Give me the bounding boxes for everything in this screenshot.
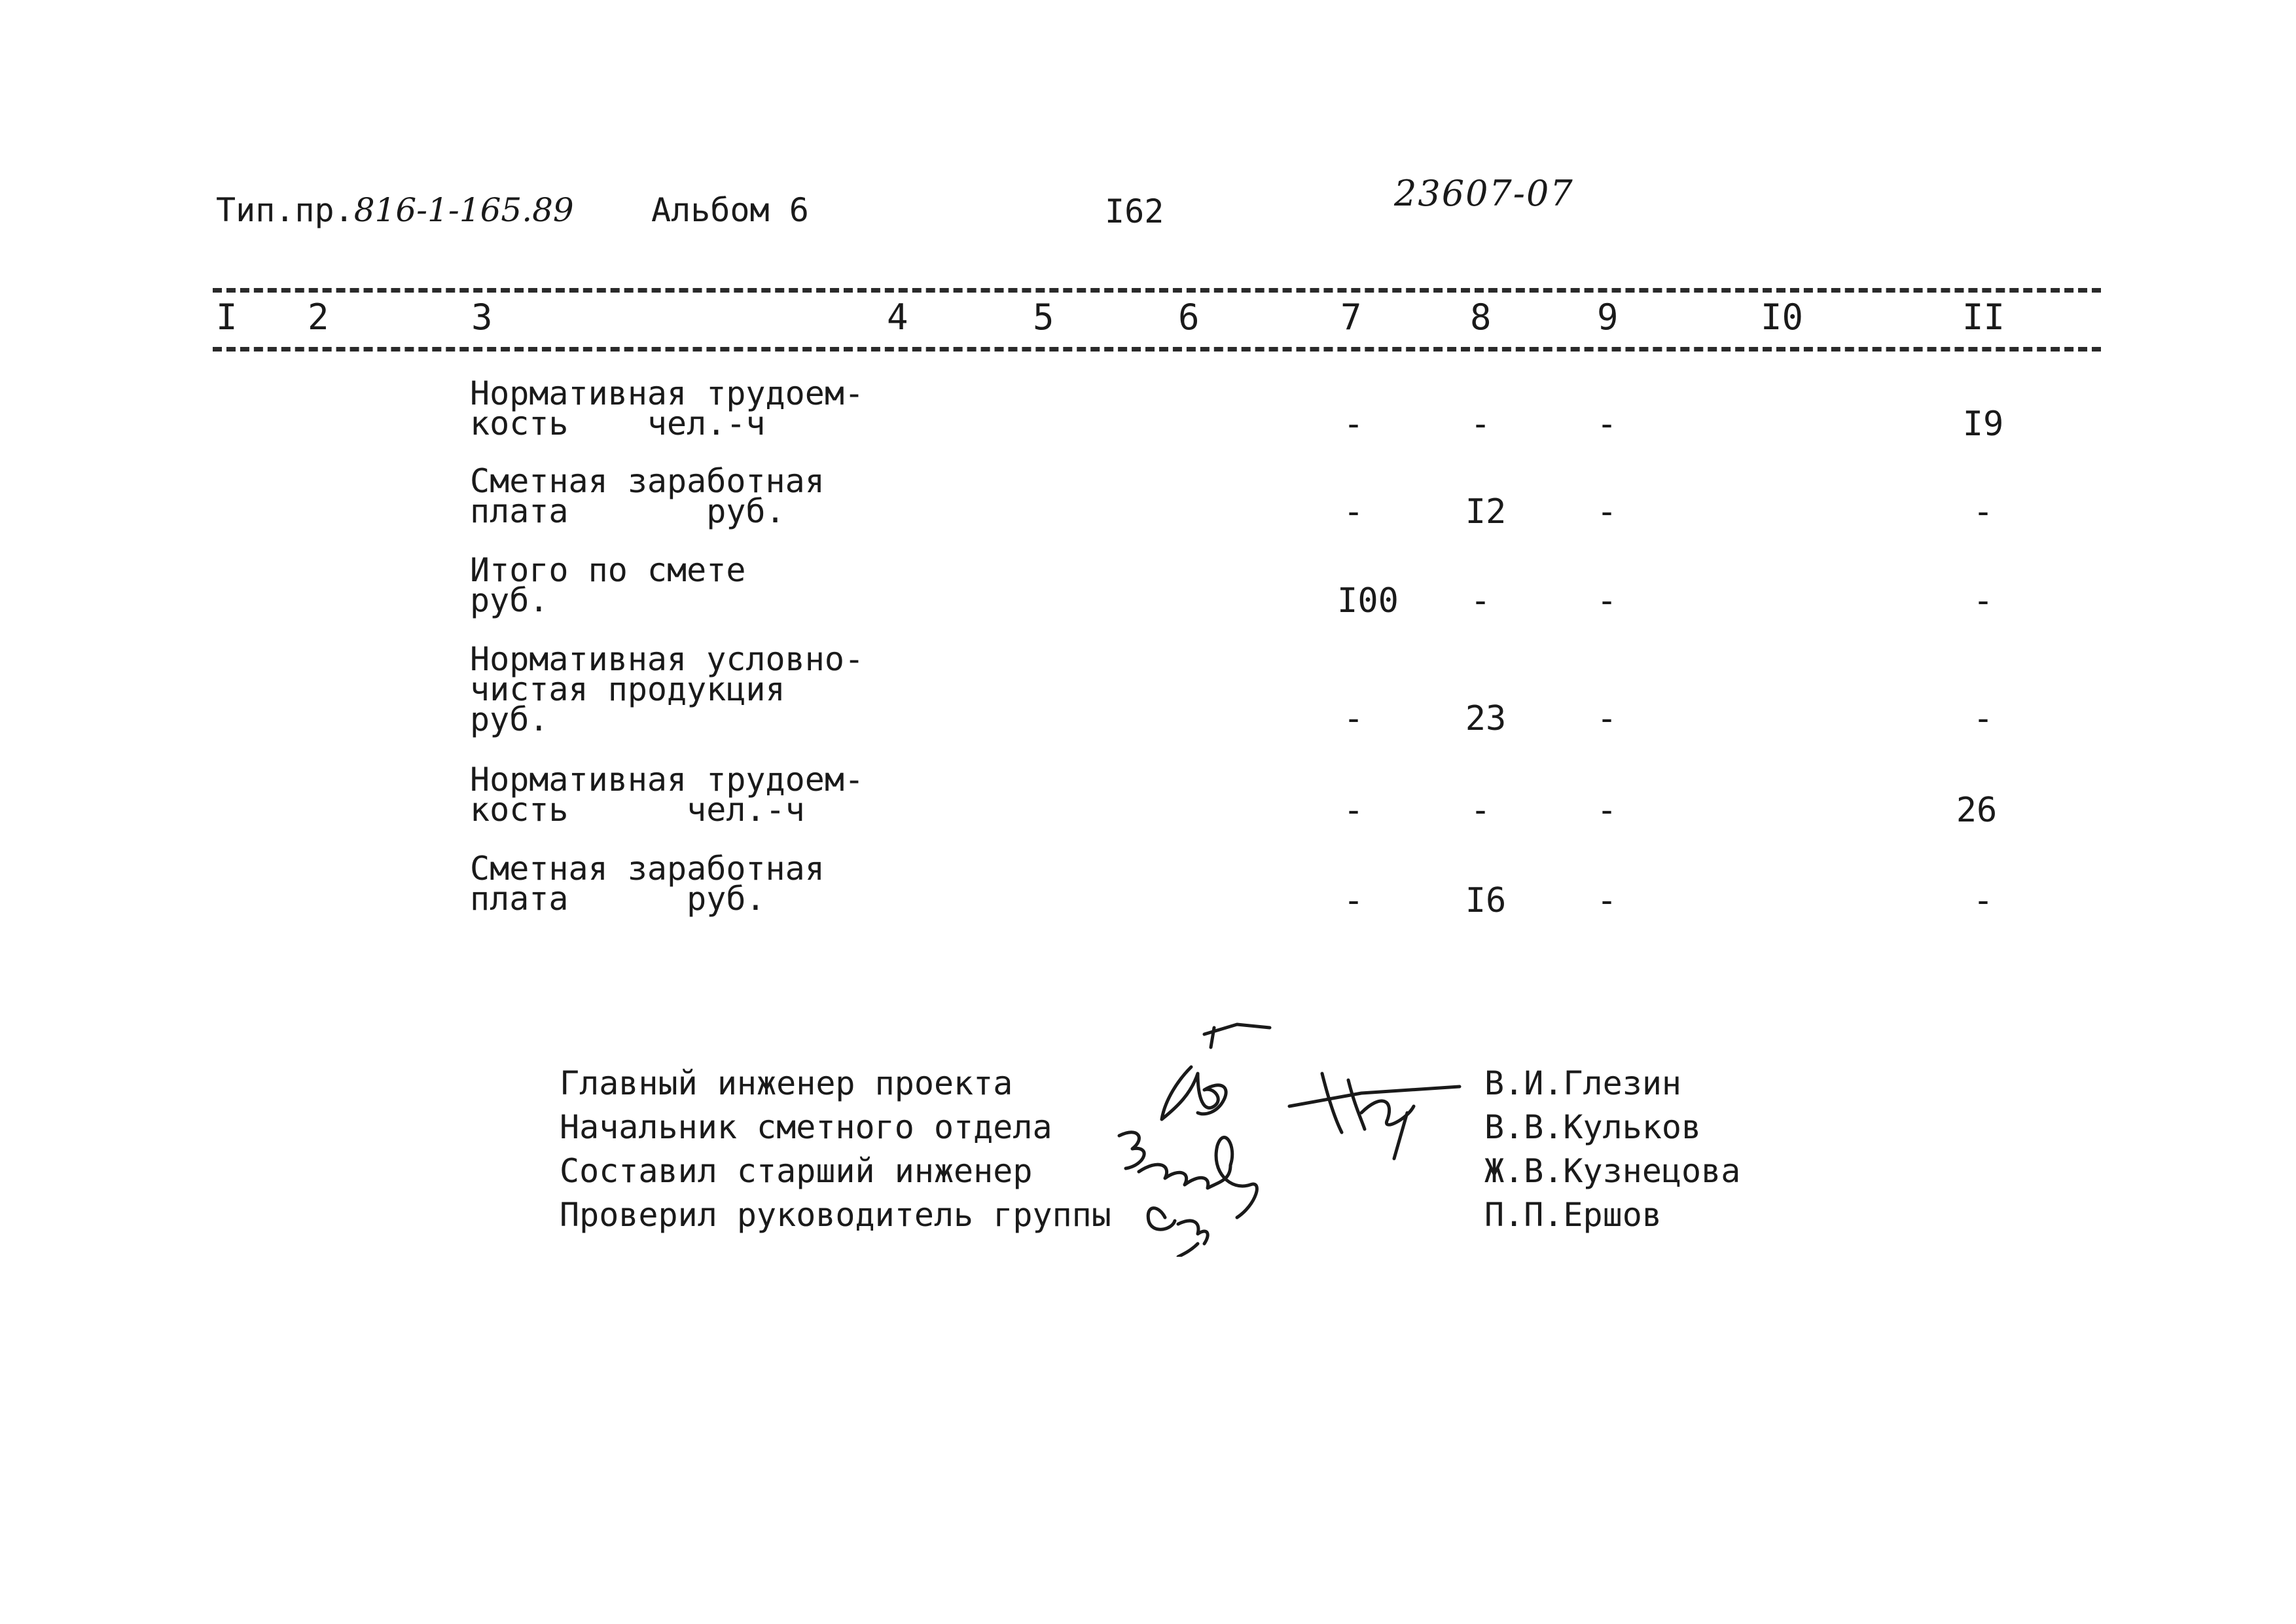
column-number: I <box>216 297 238 338</box>
signature-role: Составил старший инженер <box>560 1152 1033 1190</box>
table-header-rule <box>213 347 2101 352</box>
cell-col7: - <box>1343 791 1364 830</box>
cell-col7: - <box>1343 699 1364 738</box>
column-number: 7 <box>1340 297 1362 338</box>
row-label: Итого по смете руб. <box>470 551 746 619</box>
cell-col9: - <box>1596 492 1617 532</box>
signature-scribble-2 <box>1289 1074 1460 1159</box>
signature-scribble-3 <box>1119 1132 1257 1257</box>
cell-col11: I9 <box>1962 405 2004 444</box>
row-label: Сметная заработная плата руб. <box>470 462 825 530</box>
cell-col11: - <box>1973 492 1994 532</box>
cell-col8: - <box>1470 405 1491 444</box>
cell-col11: 26 <box>1956 791 1998 830</box>
cell-col11: - <box>1973 881 1994 920</box>
signature-name: П.П.Ершов <box>1484 1196 1662 1234</box>
cell-col8: - <box>1470 581 1491 621</box>
signature-name: В.И.Глезин <box>1484 1064 1682 1102</box>
column-number: 9 <box>1597 297 1619 338</box>
cell-col9: - <box>1596 791 1617 830</box>
cell-col8: I6 <box>1465 881 1507 920</box>
signature-name: Ж.В.Кузнецова <box>1484 1152 1741 1190</box>
row-label: Сметная заработная плата руб. <box>470 850 825 918</box>
column-number: 5 <box>1033 297 1054 338</box>
cell-col9: - <box>1596 699 1617 738</box>
cell-col7: - <box>1343 881 1364 920</box>
project-prefix: Тип.пр. <box>216 191 354 229</box>
row-label: Нормативная трудоем- кость чел.-ч <box>470 374 865 442</box>
row-label: Нормативная условно- чистая продукция руб. <box>470 640 865 738</box>
row-label: Нормативная трудоем- кость чел.-ч <box>470 761 865 829</box>
cell-col8: I2 <box>1465 492 1507 532</box>
page-number: I62 <box>1105 192 1164 230</box>
stamp-number: 23607-07 <box>1394 173 1574 214</box>
handwritten-signatures <box>1100 1008 1479 1257</box>
signature-name: В.В.Кульков <box>1484 1108 1702 1146</box>
signature-role: Начальник сметного отдела <box>560 1108 1052 1146</box>
cell-col11: - <box>1973 699 1994 738</box>
table-top-rule <box>213 288 2101 293</box>
column-number: II <box>1962 297 2005 338</box>
column-number: I0 <box>1761 297 1804 338</box>
column-number: 2 <box>308 297 329 338</box>
cell-col7: I00 <box>1337 581 1399 621</box>
cell-col8: - <box>1470 791 1491 830</box>
column-number: 8 <box>1470 297 1492 338</box>
cell-col7: - <box>1343 492 1364 532</box>
column-number: 3 <box>471 297 493 338</box>
album-label: Альбом 6 <box>651 191 809 229</box>
project-number: 816-1-165.89 <box>353 191 574 229</box>
cell-col8: 23 <box>1465 699 1507 738</box>
project-label <box>216 191 574 229</box>
signature-scribble-1 <box>1162 1024 1270 1119</box>
column-number: 4 <box>887 297 908 338</box>
signature-role: Главный инженер проекта <box>560 1064 1013 1102</box>
cell-col9: - <box>1596 581 1617 621</box>
cell-col7: - <box>1343 405 1364 444</box>
cell-col11: - <box>1973 581 1994 621</box>
signature-role: Проверил руководитель группы <box>560 1196 1111 1234</box>
cell-col9: - <box>1596 881 1617 920</box>
column-number: 6 <box>1178 297 1200 338</box>
cell-col9: - <box>1596 405 1617 444</box>
